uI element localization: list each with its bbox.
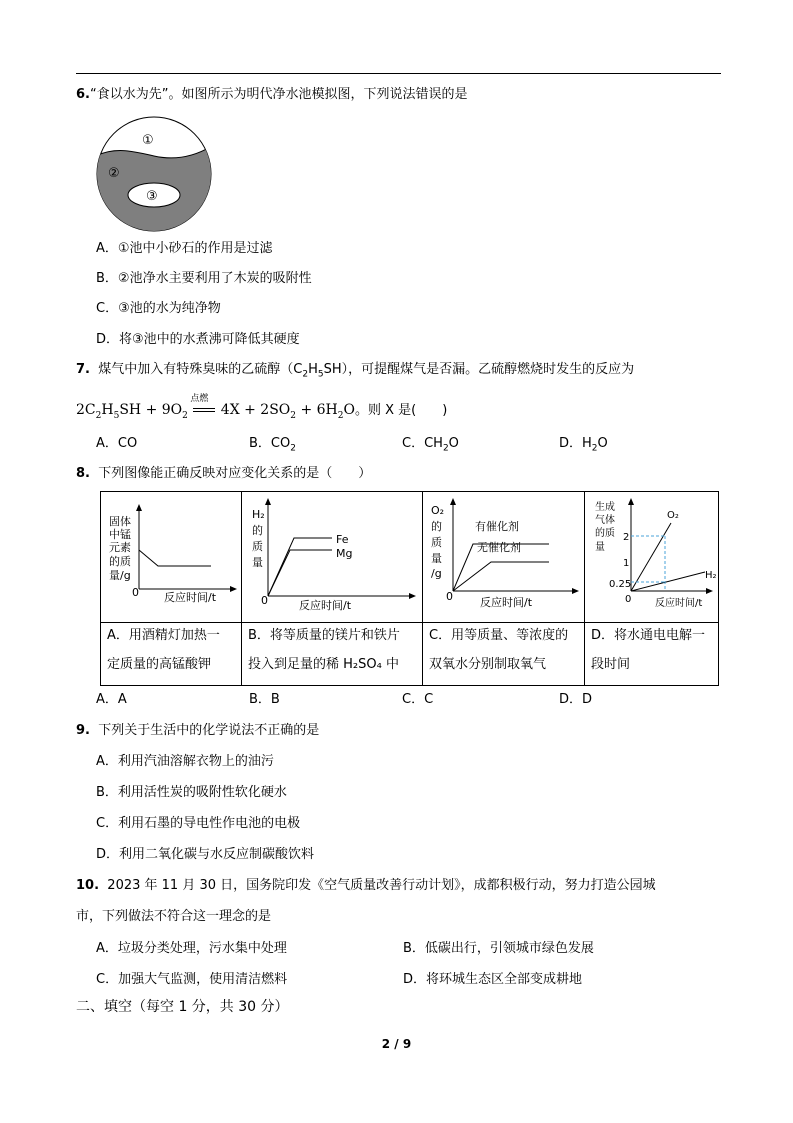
- question-10-stem-line2: 市，下列做法不符合这一理念的是: [76, 909, 272, 924]
- svg-text:的: 的: [252, 524, 263, 537]
- question-7-stem: 7. 煤气中加入有特殊臭味的乙硫醇$(C_2H_5SH)$，可提醒煤气是否漏。乙硫醇燃烧时发生的反应为: [76, 362, 635, 380]
- svg-text:无催化剂: 无催化剂: [477, 541, 521, 554]
- question-ask: 。则 X 是( ): [354, 403, 448, 418]
- svg-text:的: 的: [431, 520, 442, 533]
- question-9-stem: 9. 下列关于生活中的化学说法不正确的是: [76, 723, 320, 738]
- svg-text:/g: /g: [431, 567, 442, 580]
- graphs-table: [100, 491, 719, 686]
- cell-d-line2: 段时间: [591, 657, 631, 672]
- option-d: D．$H_2O$: [559, 436, 608, 454]
- water-pool-diagram: [96, 116, 212, 232]
- question-6-stem: [76, 86, 467, 104]
- cell-c-line2: 双氧水分别制取氧气: [429, 657, 547, 672]
- chart-a: [101, 494, 241, 620]
- svg-text:H₂: H₂: [252, 508, 265, 521]
- svg-text:O₂: O₂: [667, 510, 679, 521]
- svg-text:反应时间/t: 反应时间/t: [480, 596, 533, 609]
- svg-text:量: 量: [595, 542, 605, 553]
- svg-text:Mg: Mg: [336, 547, 353, 560]
- option-b: B．B: [249, 692, 280, 707]
- chart-b: [242, 494, 422, 620]
- svg-text:反应时间/t: 反应时间/t: [299, 599, 352, 612]
- question-10-stem-line1: 10. 2023 年 11 月 30 日，国务院印发《空气质量改善行动计划》，成都积极行动，努力打造公园城: [76, 878, 656, 893]
- cell-a-line1: A．用酒精灯加热一: [107, 628, 220, 643]
- svg-text:生成: 生成: [595, 502, 615, 513]
- svg-text:的质: 的质: [595, 528, 615, 539]
- option-c: C．③池的水为纯净物: [96, 301, 221, 316]
- question-number: 6.: [76, 87, 90, 102]
- chart-d: [585, 494, 718, 620]
- reaction-equation: $2C_2H_5SH + 9O_2$ 点燃 $4X + 2SO_2 + 6H_2O$。则 X 是( ): [76, 401, 447, 420]
- question-8-stem: 8. 下列图像能正确反映对应变化关系的是（ ）: [76, 466, 372, 481]
- chart-c: [423, 494, 584, 620]
- cell-b-line1: B．将等质量的镁片和铁片: [248, 628, 400, 643]
- svg-text:0.25: 0.25: [609, 579, 632, 590]
- option-b: B．$CO_2$: [249, 436, 296, 454]
- top-rule: [76, 73, 721, 74]
- option-a: A．垃圾分类处理，污水集中处理: [96, 941, 287, 956]
- option-d: D．D: [559, 692, 593, 707]
- svg-text:0: 0: [625, 594, 632, 605]
- label-pool-1: ①: [142, 133, 154, 148]
- option-c: C．$CH_2O$: [402, 436, 459, 454]
- svg-text:量/g: 量/g: [109, 569, 131, 582]
- svg-text:元素: 元素: [109, 541, 131, 554]
- svg-text:O₂: O₂: [431, 504, 445, 517]
- label-pool-3: ③: [146, 189, 158, 204]
- svg-text:反应时间/t: 反应时间/t: [655, 598, 703, 609]
- svg-text:量: 量: [431, 552, 442, 565]
- svg-text:2: 2: [623, 532, 630, 543]
- svg-text:H₂: H₂: [705, 570, 717, 581]
- page-number: 2 / 9: [381, 1037, 412, 1051]
- svg-text:质: 质: [252, 540, 263, 553]
- label-pool-2: ②: [108, 166, 120, 181]
- question-7-options: [96, 435, 716, 453]
- option-c: C．C: [402, 692, 434, 707]
- option-d: D．将③池中的水煮沸可降低其硬度: [96, 332, 300, 347]
- svg-text:质: 质: [431, 536, 442, 549]
- option-c: C．加强大气监测，使用清洁燃料: [96, 972, 288, 987]
- cell-b-line2: 投入到足量的稀 H₂SO₄ 中: [248, 657, 399, 672]
- svg-text:气体: 气体: [595, 515, 615, 526]
- option-a: A．利用汽油溶解衣物上的油污: [96, 754, 274, 769]
- option-a: A．A: [96, 692, 127, 707]
- question-number: 8.: [76, 466, 90, 481]
- question-number: 10.: [76, 878, 100, 893]
- cell-d-line1: D．将水通电电解一: [591, 628, 706, 643]
- option-c: C．利用石墨的导电性作电池的电极: [96, 816, 301, 831]
- option-b: B．利用活性炭的吸附性软化硬水: [96, 785, 287, 800]
- option-a: A．CO: [96, 436, 138, 451]
- svg-text:0: 0: [261, 594, 268, 607]
- question-number: 7.: [76, 362, 90, 377]
- option-b: B．低碳出行，引领城市绿色发展: [403, 941, 594, 956]
- cell-a-line2: 定质量的高锰酸钾: [107, 657, 212, 672]
- cell-c-line1: C．用等质量、等浓度的: [429, 628, 569, 643]
- option-b: B．②池净水主要利用了木炭的吸附性: [96, 271, 312, 286]
- svg-text:有催化剂: 有催化剂: [475, 520, 519, 533]
- option-a: A．①池中小砂石的作用是过滤: [96, 241, 273, 256]
- svg-text:反应时间/t: 反应时间/t: [164, 591, 217, 604]
- svg-text:0: 0: [132, 586, 139, 599]
- reaction-condition: 点燃: [190, 394, 209, 404]
- question-text: “食以水为先”。如图所示为明代净水池模拟图，下列说法错误的是: [89, 87, 468, 102]
- svg-text:1: 1: [623, 558, 630, 569]
- option-d: D．将环城生态区全部变成耕地: [403, 972, 583, 987]
- svg-text:固体: 固体: [109, 515, 131, 528]
- question-8-options: [96, 691, 716, 709]
- question-number: 9.: [76, 723, 90, 738]
- svg-text:Fe: Fe: [336, 533, 349, 546]
- svg-text:的质: 的质: [109, 555, 131, 568]
- option-d: D．利用二氧化碳与水反应制碳酸饮料: [96, 847, 315, 862]
- svg-text:中锰: 中锰: [109, 528, 131, 541]
- section-heading: 二、填空（每空 1 分，共 30 分）: [76, 999, 289, 1015]
- svg-text:0: 0: [446, 590, 453, 603]
- svg-text:量: 量: [252, 556, 263, 569]
